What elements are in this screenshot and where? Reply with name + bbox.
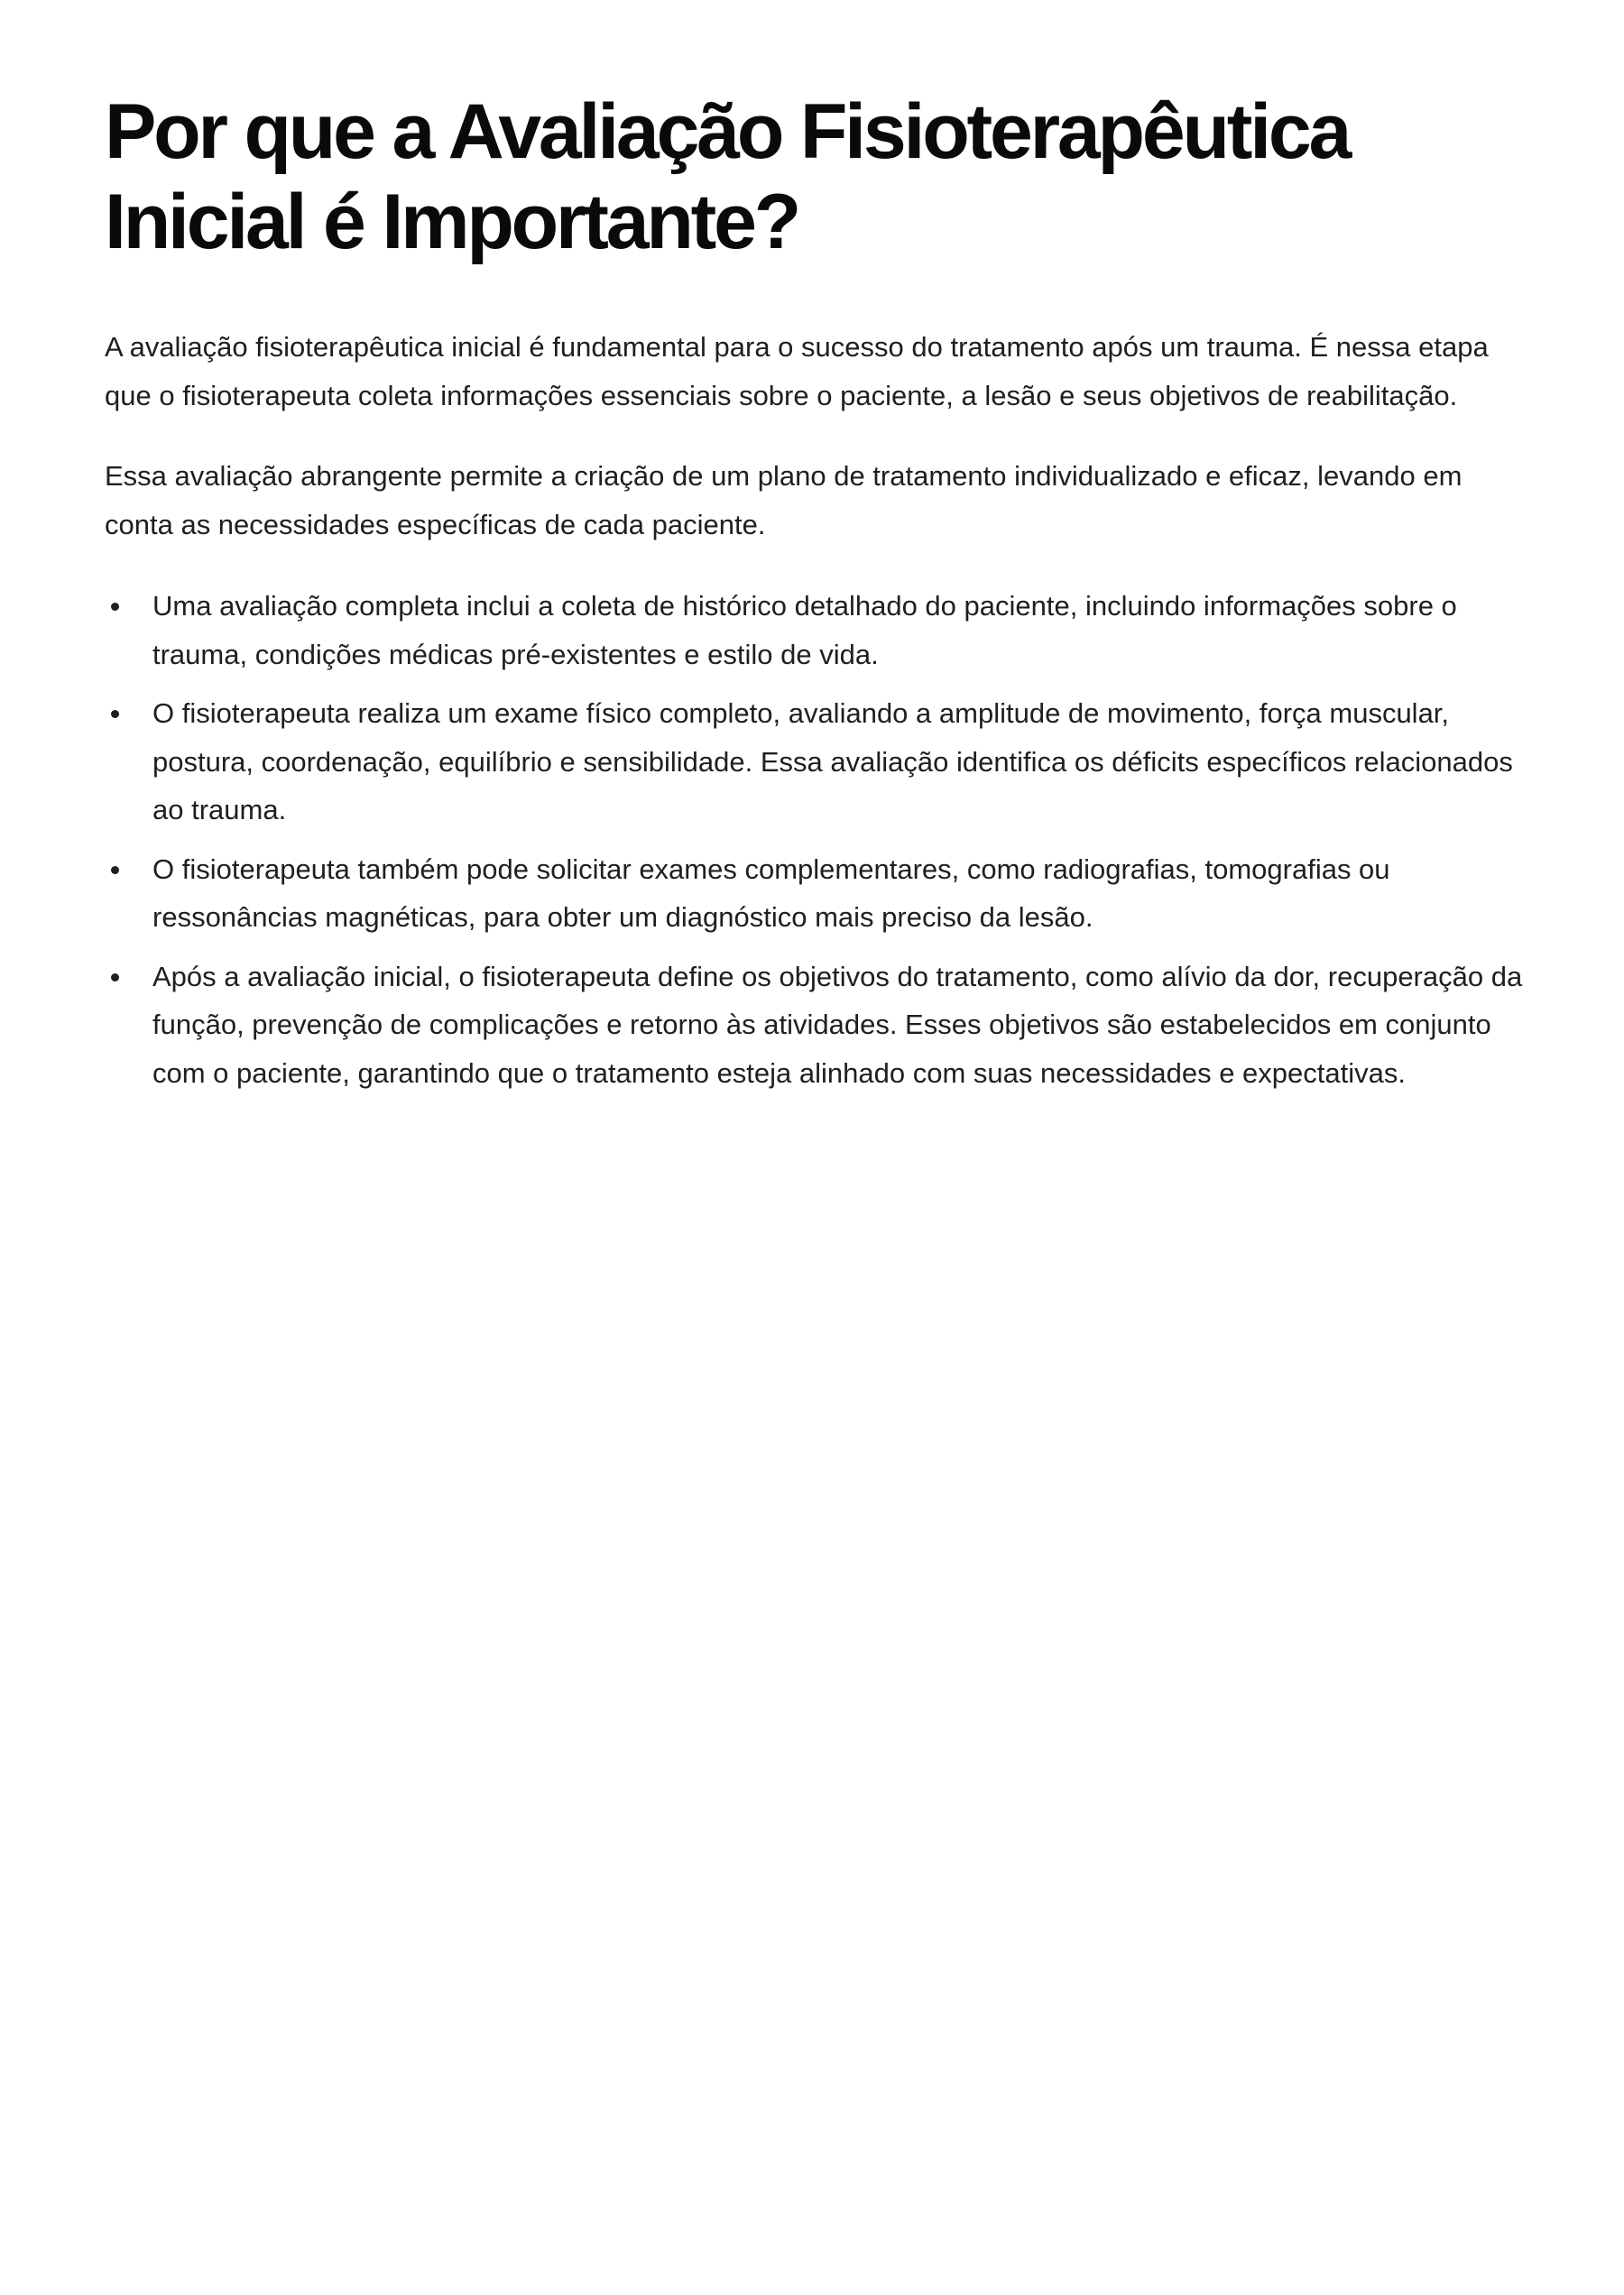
list-item	[105, 582, 1530, 678]
summary-paragraph: Essa avaliação abrangente permite a criação de um plano de tratamento individualizado e eficaz, levando em conta as necessidades específicas de cada paciente.	[105, 460, 1463, 540]
document-page	[105, 87, 1530, 1108]
bullet-icon	[111, 710, 119, 718]
page-title-line-1: Por que a Avaliação Fisioterapêutica	[105, 88, 1350, 175]
bullet-icon	[111, 603, 119, 611]
list-item-text: Uma avaliação completa inclui a coleta de histórico detalhado do paciente, incluindo informações sobre o trauma, condições médicas pré-existentes e estilo de vida.	[152, 590, 1457, 670]
list-item-text: Após a avaliação inicial, o fisioterapeuta define os objetivos do tratamento, como alívio da dor, recuperação da função, prevenção de complicações e retorno às atividades. Esses objetivos são estabelecidos em conjunto com o paciente, garantindo que o tratamento esteja alinhado com suas necessidades e expectativas.	[152, 960, 1523, 1089]
list-item-text: O fisioterapeuta realiza um exame físico completo, avaliando a amplitude de movimento, força muscular, postura, coordenação, equilíbrio e sensibilidade. Essa avaliação identifica os déficits específicos relacionados ao trauma.	[152, 697, 1513, 825]
list-item	[105, 689, 1530, 834]
bullet-list	[105, 582, 1530, 1097]
list-item-text: O fisioterapeuta também pode solicitar exames complementares, como radiografias, tomografias ou ressonâncias magnéticas, para obter um diagnóstico mais preciso da lesão.	[152, 853, 1390, 933]
bullet-icon	[111, 866, 119, 874]
page-title	[105, 87, 1530, 267]
bullet-icon	[111, 973, 119, 982]
list-item	[105, 845, 1530, 942]
intro-paragraph: A avaliação fisioterapêutica inicial é fundamental para o sucesso do tratamento após um trauma. É nessa etapa que o fisioterapeuta coleta informações essenciais sobre o paciente, a lesão e seus objetivos de reabilitação.	[105, 331, 1489, 411]
page-title-line-2: Inicial é Importante?	[105, 179, 799, 265]
list-item	[105, 953, 1530, 1098]
